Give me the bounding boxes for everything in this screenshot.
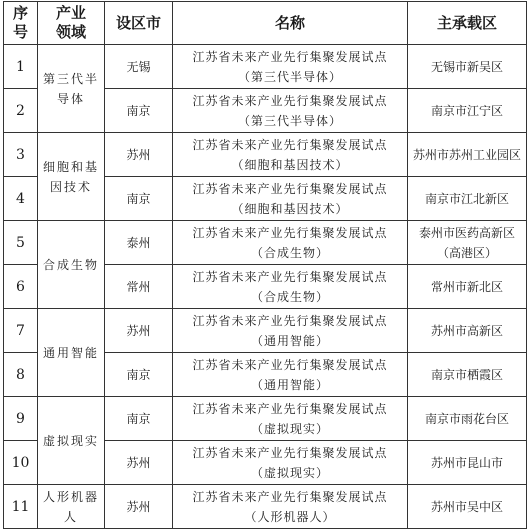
row-index: 10 [4, 441, 38, 485]
name-cell: 江苏省未来产业先行集聚发展试点 （细胞和基因技术） [173, 133, 408, 177]
city-cell: 南京 [105, 177, 173, 221]
header-row [4, 2, 527, 45]
name-cell: 江苏省未来产业先行集聚发展试点 （虚拟现实） [173, 441, 408, 485]
city-cell: 苏州 [105, 485, 173, 529]
name-cell: 江苏省未来产业先行集聚发展试点 （合成生物） [173, 221, 408, 265]
zone-cell: 南京市栖霞区 [408, 353, 527, 397]
name-cell: 江苏省未来产业先行集聚发展试点 （细胞和基因技术） [173, 177, 408, 221]
city-cell: 南京 [105, 89, 173, 133]
row-index: 8 [4, 353, 38, 397]
zone-cell: 南京市江北新区 [408, 177, 527, 221]
industry-cell: 合成生物 [38, 221, 105, 309]
header-index: 序号 [4, 2, 38, 45]
name-cell: 江苏省未来产业先行集聚发展试点 （第三代半导体） [173, 89, 408, 133]
zone-cell: 苏州市苏州工业园区 [408, 133, 527, 177]
city-cell: 南京 [105, 353, 173, 397]
row-index: 4 [4, 177, 38, 221]
row-index: 11 [4, 485, 38, 529]
city-cell: 南京 [105, 397, 173, 441]
table-row [4, 309, 527, 353]
industry-cell: 虚拟现实 [38, 397, 105, 485]
row-index: 2 [4, 89, 38, 133]
city-cell: 苏州 [105, 309, 173, 353]
row-index: 1 [4, 45, 38, 89]
header-name: 名称 [173, 2, 408, 45]
header-city: 设区市 [105, 2, 173, 45]
city-cell: 常州 [105, 265, 173, 309]
industry-cell: 通用智能 [38, 309, 105, 397]
table-row [4, 221, 527, 265]
name-cell: 江苏省未来产业先行集聚发展试点 （通用智能） [173, 353, 408, 397]
row-index: 5 [4, 221, 38, 265]
row-index: 6 [4, 265, 38, 309]
zone-cell: 苏州市昆山市 [408, 441, 527, 485]
city-cell: 苏州 [105, 441, 173, 485]
zone-cell: 无锡市新吴区 [408, 45, 527, 89]
header-industry: 产业领域 [38, 2, 105, 45]
zone-cell: 泰州市医药高新区（高港区） [408, 221, 527, 265]
table-row [4, 485, 527, 529]
table-row [4, 133, 527, 177]
industry-cell: 人形机器人 [38, 485, 105, 529]
name-cell: 江苏省未来产业先行集聚发展试点 （合成生物） [173, 265, 408, 309]
industry-cell: 细胞和基因技术 [38, 133, 105, 221]
table-row [4, 45, 527, 89]
name-cell: 江苏省未来产业先行集聚发展试点 （虚拟现实） [173, 397, 408, 441]
row-index: 9 [4, 397, 38, 441]
zone-cell: 苏州市高新区 [408, 309, 527, 353]
zone-cell: 苏州市吴中区 [408, 485, 527, 529]
header-zone: 主承载区 [408, 2, 527, 45]
row-index: 7 [4, 309, 38, 353]
zone-cell: 南京市雨花台区 [408, 397, 527, 441]
city-cell: 无锡 [105, 45, 173, 89]
industry-cell: 第三代半导体 [38, 45, 105, 133]
city-cell: 苏州 [105, 133, 173, 177]
zone-cell: 南京市江宁区 [408, 89, 527, 133]
pilot-table [3, 1, 527, 529]
name-cell: 江苏省未来产业先行集聚发展试点 （人形机器人） [173, 485, 408, 529]
row-index: 3 [4, 133, 38, 177]
name-cell: 江苏省未来产业先行集聚发展试点 （第三代半导体） [173, 45, 408, 89]
zone-cell: 常州市新北区 [408, 265, 527, 309]
table-row [4, 397, 527, 441]
name-cell: 江苏省未来产业先行集聚发展试点 （通用智能） [173, 309, 408, 353]
city-cell: 泰州 [105, 221, 173, 265]
